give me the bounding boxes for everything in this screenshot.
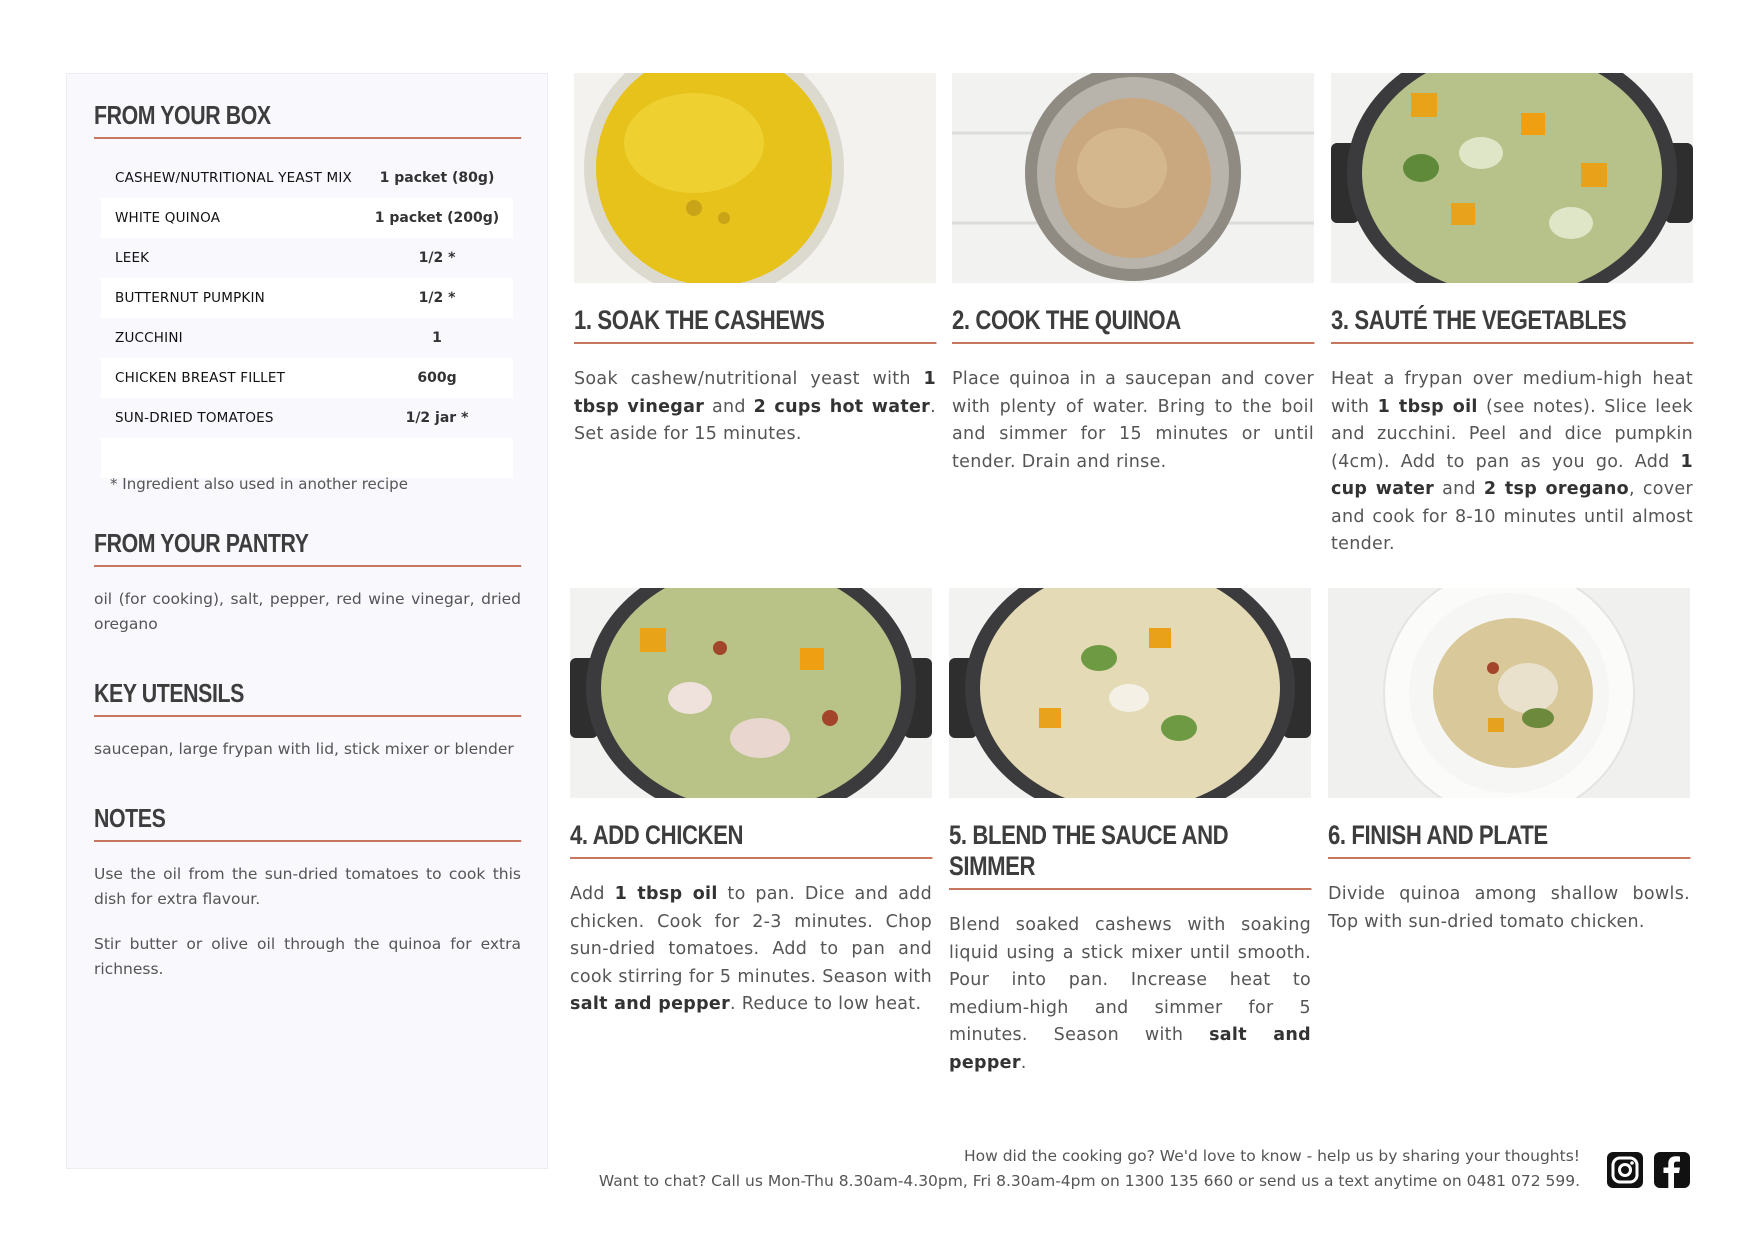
step-text-run: .	[1020, 1052, 1027, 1073]
ingredient-row	[101, 198, 513, 238]
key-utensils-heading: KEY UTENSILS	[94, 678, 521, 717]
notes-heading: NOTES	[94, 803, 521, 842]
ingredient-row	[101, 318, 513, 358]
pantry-text: oil (for cooking), salt, pepper, red wine vinegar, dried oregano	[94, 590, 521, 633]
ingredient-name: WHITE QUINOA	[101, 198, 361, 238]
step-3-heading: 3. SAUTÉ THE VEGETABLES	[1331, 305, 1693, 344]
step-text-run: . Reduce to low heat.	[730, 994, 922, 1014]
ingredient-name: CASHEW/NUTRITIONAL YEAST MIX	[115, 170, 352, 186]
ingredients-sidebar	[66, 73, 548, 1169]
step-3-photo	[1331, 73, 1693, 283]
ingredient-name: LEEK	[115, 250, 150, 266]
note-paragraph-2: Stir butter or olive oil through the quinoa for extra richness.	[94, 935, 521, 978]
step-2	[952, 73, 1314, 494]
ingredient-quantity: 1 packet (80g)	[379, 170, 495, 186]
ingredient-row	[101, 158, 513, 198]
ingredient-table	[101, 158, 513, 478]
ingredient-quantity: 1 packet (200g)	[361, 198, 513, 238]
step-text-emphasis: 2 cups hot water	[753, 396, 931, 417]
ingredient-quantity: 1/2 *	[418, 250, 456, 266]
step-text-run: Blend soaked cashews with soaking liquid using a stick mixer until smooth. Pour into pan. Increase heat to medium-high and simmer for 5 minutes. Season with	[949, 915, 1311, 1045]
ingredient-footnote: * Ingredient also used in another recipe	[110, 475, 408, 493]
step-1-text	[574, 366, 936, 449]
step-text-run: Add	[570, 884, 615, 904]
step-text-emphasis: 1 cup water	[1331, 451, 1693, 499]
footer-line-1: How did the cooking go? We'd love to know - help us by sharing your thoughts!	[963, 1147, 1580, 1165]
ingredient-name: CHICKEN BREAST FILLET	[101, 358, 361, 398]
ingredient-row	[101, 278, 513, 318]
step-text-run: (see notes). Slice leek and zucchini. Peel and dice pumpkin (4cm). Add to pan as you go. Add	[1331, 396, 1693, 472]
step-text-emphasis: 2 tsp oregano	[1483, 479, 1629, 499]
ingredient-quantity: 1	[432, 330, 442, 346]
step-6-photo	[1328, 588, 1690, 798]
notes-section	[94, 803, 521, 982]
step-5-heading: 5. BLEND THE SAUCE AND SIMMER	[949, 820, 1311, 890]
from-your-pantry-section	[94, 528, 521, 637]
step-text-run: and	[704, 396, 754, 417]
footer-line-2: Want to chat? Call us Mon-Thu 8.30am-4.30pm, Fri 8.30am-4pm on 1300 135 660 or send us a text anytime on 0481 072 599.	[598, 1172, 1580, 1190]
ingredient-name-empty	[101, 438, 361, 478]
from-your-pantry-heading: FROM YOUR PANTRY	[94, 528, 521, 567]
step-1	[574, 73, 936, 466]
step-6-text	[1328, 881, 1690, 936]
footer-feedback	[599, 1144, 1580, 1194]
step-3	[1331, 73, 1693, 576]
from-your-box-section	[94, 100, 521, 139]
step-text-emphasis: salt and pepper	[570, 994, 731, 1014]
facebook-icon[interactable]	[1654, 1152, 1690, 1188]
step-5-photo	[949, 588, 1311, 798]
step-text-run: Soak cashew/nutritional yeast with	[574, 369, 924, 389]
step-text-emphasis: salt and pepper	[949, 1025, 1311, 1073]
step-2-text	[952, 366, 1314, 476]
ingredient-name: BUTTERNUT PUMPKIN	[101, 278, 361, 318]
step-2-photo	[952, 73, 1314, 283]
step-text-emphasis: 1 tbsp oil	[614, 884, 718, 904]
ingredient-row	[101, 358, 513, 398]
step-text-emphasis: 1 tbsp vinegar	[574, 369, 936, 417]
step-text-run: Divide quinoa among shallow bowls. Top with sun-dried tomato chicken.	[1328, 884, 1690, 932]
step-1-photo	[574, 73, 936, 283]
step-5	[949, 588, 1311, 1095]
step-5-text	[949, 912, 1311, 1077]
step-text-run: , cover and cook for 8-10 minutes until almost tender.	[1331, 479, 1693, 554]
step-4-text	[570, 881, 932, 1019]
step-text-run: to pan. Dice and add chicken. Cook for 2-3 minutes. Chop sun-dried tomatoes. Add to pan and cook stirring for 5 minutes. Season with	[570, 884, 932, 987]
ingredient-row-empty	[101, 438, 513, 478]
step-6	[1328, 588, 1690, 954]
step-text-run: Place quinoa in a saucepan and cover with plenty of water. Bring to the boil and simmer for 15 minutes or until tender. Drain and rinse.	[952, 369, 1314, 472]
ingredient-quantity: 1/2 *	[361, 278, 513, 318]
ingredient-row	[101, 398, 513, 438]
step-text-emphasis: 1 tbsp oil	[1377, 396, 1478, 417]
step-6-heading: 6. FINISH AND PLATE	[1328, 820, 1690, 859]
step-3-text	[1331, 366, 1693, 559]
step-4	[570, 588, 932, 1036]
instagram-icon[interactable]	[1607, 1152, 1643, 1188]
from-your-box-heading: FROM YOUR BOX	[94, 100, 521, 139]
ingredient-name: ZUCCHINI	[115, 330, 183, 346]
ingredient-quantity: 600g	[361, 358, 513, 398]
utensils-text: saucepan, large frypan with lid, stick mixer or blender	[94, 740, 514, 758]
step-4-heading: 4. ADD CHICKEN	[570, 820, 932, 859]
step-1-heading: 1. SOAK THE CASHEWS	[574, 305, 936, 344]
key-utensils-section	[94, 678, 521, 762]
step-text-run: Heat a frypan over medium-high heat with	[1331, 369, 1693, 417]
ingredient-row	[101, 238, 513, 278]
step-4-photo	[570, 588, 932, 798]
ingredient-quantity: 1/2 jar *	[405, 410, 469, 426]
step-text-run: and	[1434, 479, 1484, 499]
step-text-run: . Set aside for 15 minutes.	[574, 396, 936, 444]
ingredient-quantity-empty	[361, 438, 513, 478]
ingredient-name: SUN-DRIED TOMATOES	[115, 410, 274, 426]
note-paragraph-1: Use the oil from the sun-dried tomatoes to cook this dish for extra flavour.	[94, 865, 521, 908]
step-2-heading: 2. COOK THE QUINOA	[952, 305, 1314, 344]
